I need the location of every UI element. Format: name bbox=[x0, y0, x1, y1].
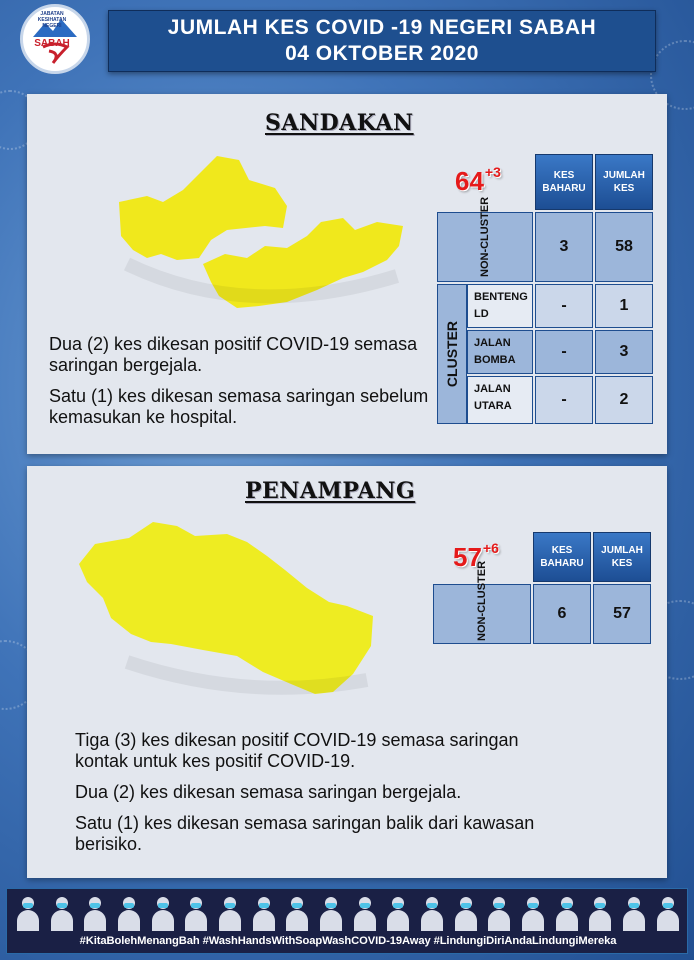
district-name: PENAMPANG bbox=[245, 478, 416, 504]
total-new: +3 bbox=[484, 164, 501, 180]
person-icon bbox=[621, 893, 647, 931]
footer-banner bbox=[6, 888, 688, 954]
non-cluster-label-cell bbox=[433, 560, 531, 644]
cluster-name: JALAN BOMBA bbox=[467, 330, 533, 374]
person-icon bbox=[655, 893, 681, 931]
total-count: 57 bbox=[453, 542, 482, 572]
person-icon bbox=[554, 893, 580, 931]
penampang-map bbox=[67, 516, 387, 706]
description-line: Dua (2) kes dikesan semasa saringan bergejala. bbox=[75, 782, 462, 802]
logo-text: SABAH bbox=[34, 38, 70, 49]
total-count: 64 bbox=[455, 166, 484, 196]
sandakan-table bbox=[437, 154, 653, 424]
person-icon bbox=[183, 893, 209, 931]
title-banner bbox=[108, 10, 656, 72]
person-icon bbox=[284, 893, 310, 931]
description-line: Satu (1) kes dikesan semasa saringan sebelum kemasukan ke hospital. bbox=[49, 386, 429, 427]
person-icon bbox=[150, 893, 176, 931]
cluster-name: BENTENG LD bbox=[467, 284, 533, 328]
cluster-new: - bbox=[535, 284, 593, 328]
cluster-new: - bbox=[535, 376, 593, 424]
non-cluster-total: 57 bbox=[593, 584, 651, 644]
person-icon bbox=[385, 893, 411, 931]
cluster-new: - bbox=[535, 330, 593, 374]
person-icon bbox=[453, 893, 479, 931]
cluster-total: 3 bbox=[595, 330, 653, 374]
district-name: SANDAKAN bbox=[265, 110, 414, 136]
page-title: JUMLAH KES COVID -19 NEGERI SABAH bbox=[167, 16, 597, 39]
person-icon bbox=[116, 893, 142, 931]
penampang-table bbox=[433, 532, 651, 644]
person-icon bbox=[15, 893, 41, 931]
non-cluster-total: 58 bbox=[595, 212, 653, 282]
cluster-label-cell bbox=[437, 284, 467, 424]
header-new-cases: KES BAHARU bbox=[533, 532, 591, 582]
description-line: Dua (2) kes dikesan positif COVID-19 semasa saringan bergejala. bbox=[49, 334, 418, 375]
penampang-panel bbox=[27, 466, 667, 878]
logo-small-text: JABATAN KESIHATAN NEGERI bbox=[37, 11, 67, 29]
person-icon bbox=[49, 893, 75, 931]
header-new-cases: KES BAHARU bbox=[535, 154, 593, 210]
penampang-description bbox=[75, 730, 555, 865]
description-line: Satu (1) kes dikesan semasa saringan balik dari kawasan berisiko. bbox=[75, 813, 535, 854]
cluster-total: 1 bbox=[595, 284, 653, 328]
person-icon bbox=[217, 893, 243, 931]
person-icon bbox=[251, 893, 277, 931]
person-icon bbox=[82, 893, 108, 931]
header-total-cases: JUMLAH KES bbox=[595, 154, 653, 210]
non-cluster-label-cell bbox=[437, 196, 533, 282]
person-icon bbox=[318, 893, 344, 931]
jkn-sabah-logo bbox=[14, 4, 98, 78]
person-icon bbox=[419, 893, 445, 931]
person-icon bbox=[486, 893, 512, 931]
person-icon bbox=[587, 893, 613, 931]
person-icon bbox=[352, 893, 378, 931]
non-cluster-new: 3 bbox=[535, 212, 593, 282]
non-cluster-new: 6 bbox=[533, 584, 591, 644]
total-new: +6 bbox=[482, 540, 499, 556]
person-icon bbox=[520, 893, 546, 931]
cluster-label: CLUSTER bbox=[444, 320, 460, 388]
header-total-cases: JUMLAH KES bbox=[593, 532, 651, 582]
sandakan-map bbox=[107, 146, 427, 326]
cluster-total: 2 bbox=[595, 376, 653, 424]
description-line: Tiga (3) kes dikesan positif COVID-19 semasa saringan kontak untuk kes positif COVID-19. bbox=[75, 730, 519, 771]
sandakan-panel bbox=[27, 94, 667, 454]
hashtags: #KitaBolehMenangBah #WashHandsWithSoapWashCOVID-19Away #LindungiDiriAndaLindungiMereka bbox=[79, 935, 617, 947]
non-cluster-label: NON-CLUSTER bbox=[479, 196, 491, 277]
cluster-name: JALAN UTARA bbox=[467, 376, 533, 424]
frontliner-figures bbox=[15, 893, 681, 931]
report-date: 04 OKTOBER 2020 bbox=[285, 42, 479, 65]
sandakan-description bbox=[49, 334, 429, 438]
non-cluster-label: NON-CLUSTER bbox=[476, 560, 488, 641]
